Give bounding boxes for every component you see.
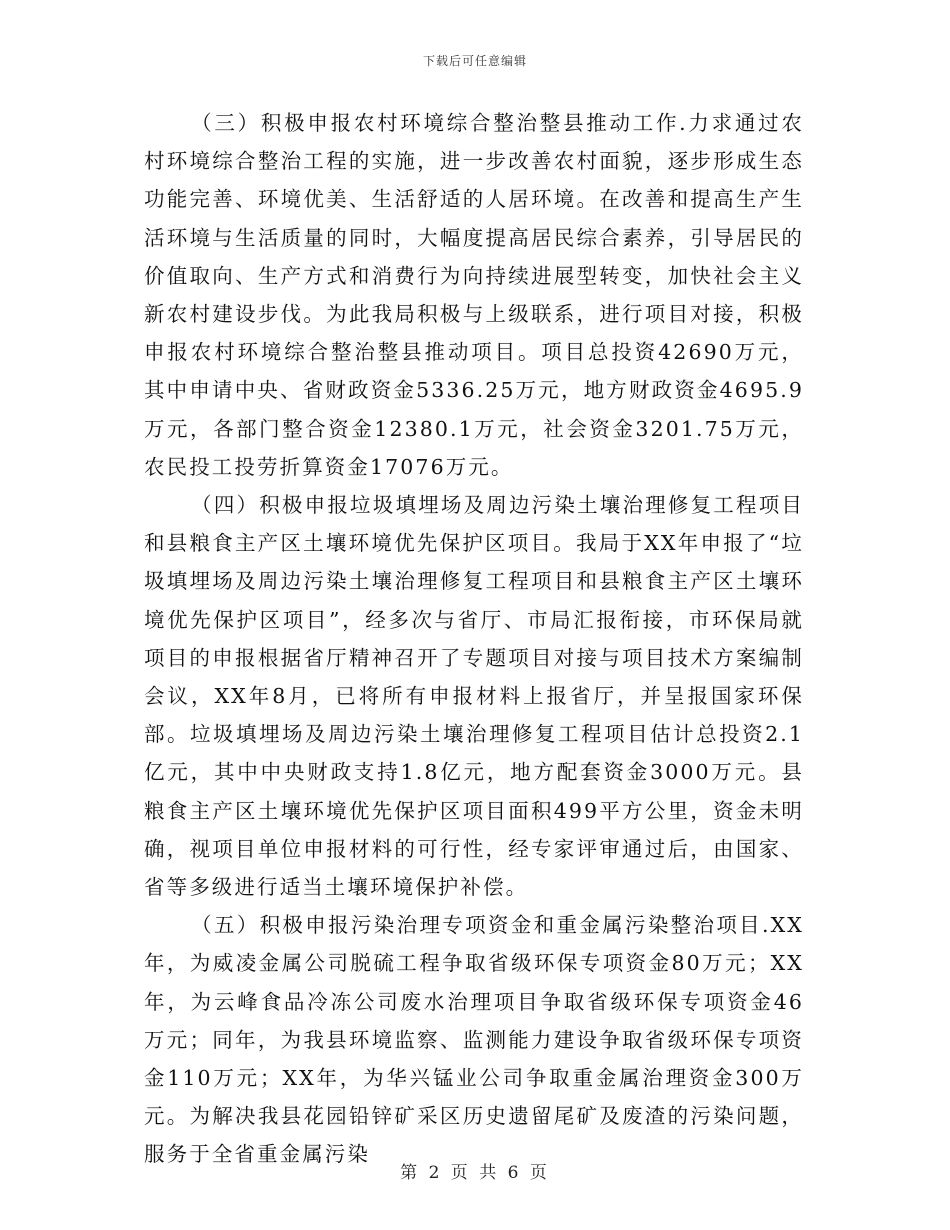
page-footer: 第 2 页 共 6 页 bbox=[400, 1163, 550, 1183]
paragraph-5: （五）积极申报污染治理专项资金和重金属污染整治项目.XX年，为威凌金属公司脱硫工程争取省级环保专项资金80万元；XX年，为云峰食品冷冻公司废水治理项目争取省级环保专项资金46万元；同年，为我县环境监察、监测能力建设争取省级环保专项资金110万元；XX年，为华兴锰业公司争取重金属治理资金300万元。为解决我县花园铅锌矿采区历史遗留尾矿及废渣的污染问题，服务于全省重金属污染 bbox=[144, 913, 804, 1167]
paragraph-3: （三）积极申报农村环境综合整治整县推动工作.力求通过农村环境综合整治工程的实施，进一步改善农村面貌，逐步形成生态功能完善、环境优美、生活舒适的人居环境。在改善和提高生产生活环境与生活质量的同时，大幅度提高居民综合素养，引导居民的价值取向、生产方式和消费行为向持续进展型转变，加快社会主义新农村建设步伐。为此我局积极与上级联系，进行项目对接，积极申报农村环境综合整治整县推动项目。项目总投资42690万元，其中申请中央、省财政资金5336.25万元，地方财政资金4695.9万元，各部门整合资金12380.1万元，社会资金3201.75万元，农民投工投劳折算资金17076万元。 bbox=[144, 111, 804, 479]
page-header: 下载后可任意编辑 bbox=[422, 54, 527, 68]
paragraph-4: （四）积极申报垃圾填埋场及周边污染土壤治理修复工程项目和县粮食主产区土壤环境优先保护区项目。我局于XX年申报了“垃圾填埋场及周边污染土壤治理修复工程项目和县粮食主产区土壤环境优先保护区项目”，经多次与省厅、市局汇报衔接，市环保局就项目的申报根据省厅精神召开了专题项目对接与项目技术方案编制会议，XX年8月，已将所有申报材料上报省厅，并呈报国家环保部。垃圾填埋场及周边污染土壤治理修复工程项目估计总投资2.1亿元，其中中央财政支持1.8亿元，地方配套资金3000万元。县粮食主产区土壤环境优先保护区项目面积499平方公里，资金未明确，视项目单位申报材料的可行性，经专家评审通过后，由国家、省等多级进行适当土壤环境保护补偿。 bbox=[144, 493, 804, 900]
document-body bbox=[144, 104, 804, 1174]
